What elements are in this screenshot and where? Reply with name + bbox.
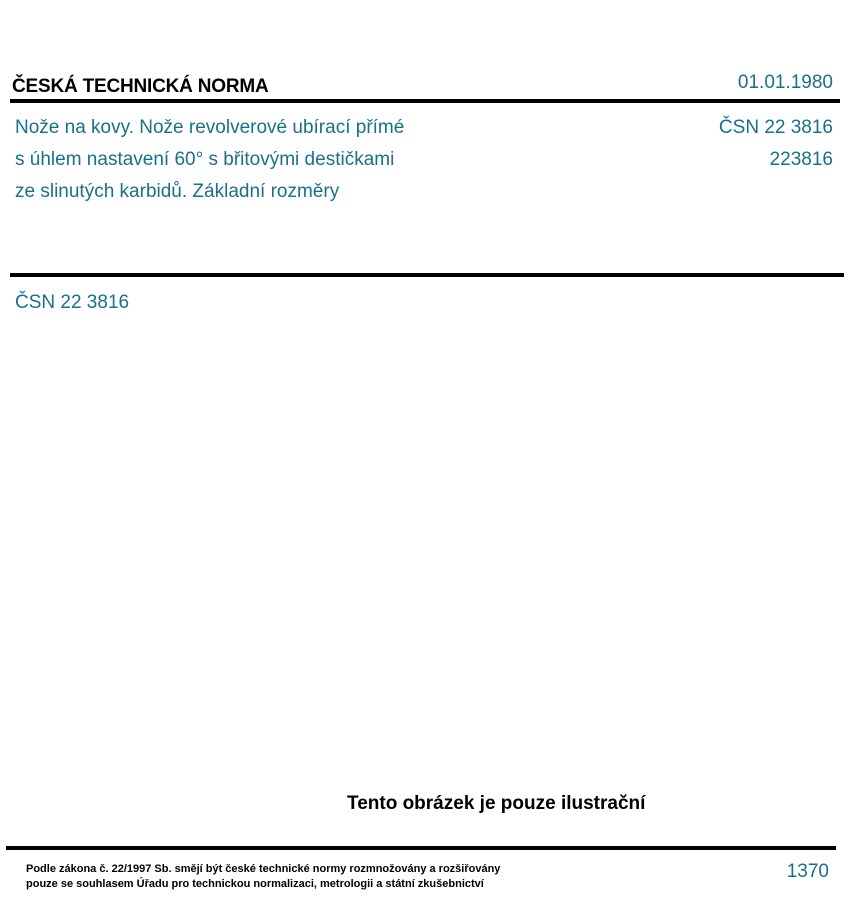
classification-code: 223816 [769,149,833,170]
page-number: 1370 [786,861,829,882]
effective-date: 01.01.1980 [737,72,833,93]
title-line-2: s úhlem nastavení 60° s břitovými destičkami [15,149,395,170]
standard-label: ČSN 22 3816 [15,292,130,313]
header-divider [10,99,840,103]
norm-heading: ČESKÁ TECHNICKÁ NORMA [12,76,269,97]
legal-notice-line-1: Podle zákona č. 22/1997 Sb. smějí být české technické normy rozmnožovány a rozšiřovány [26,863,501,875]
standard-number: ČSN 22 3816 [718,117,833,138]
legal-notice-line-2: pouze se souhlasem Úřadu pro technickou normalizaci, metrologii a státní zkušebnictví [26,878,484,890]
section-divider [10,273,844,277]
title-line-3: ze slinutých karbidů. Základní rozměry [15,181,340,202]
footer-divider [6,846,836,850]
title-line-1: Nože na kovy. Nože revolverové ubírací přímé [15,117,405,138]
illustration-note: Tento obrázek je pouze ilustrační [347,793,646,814]
